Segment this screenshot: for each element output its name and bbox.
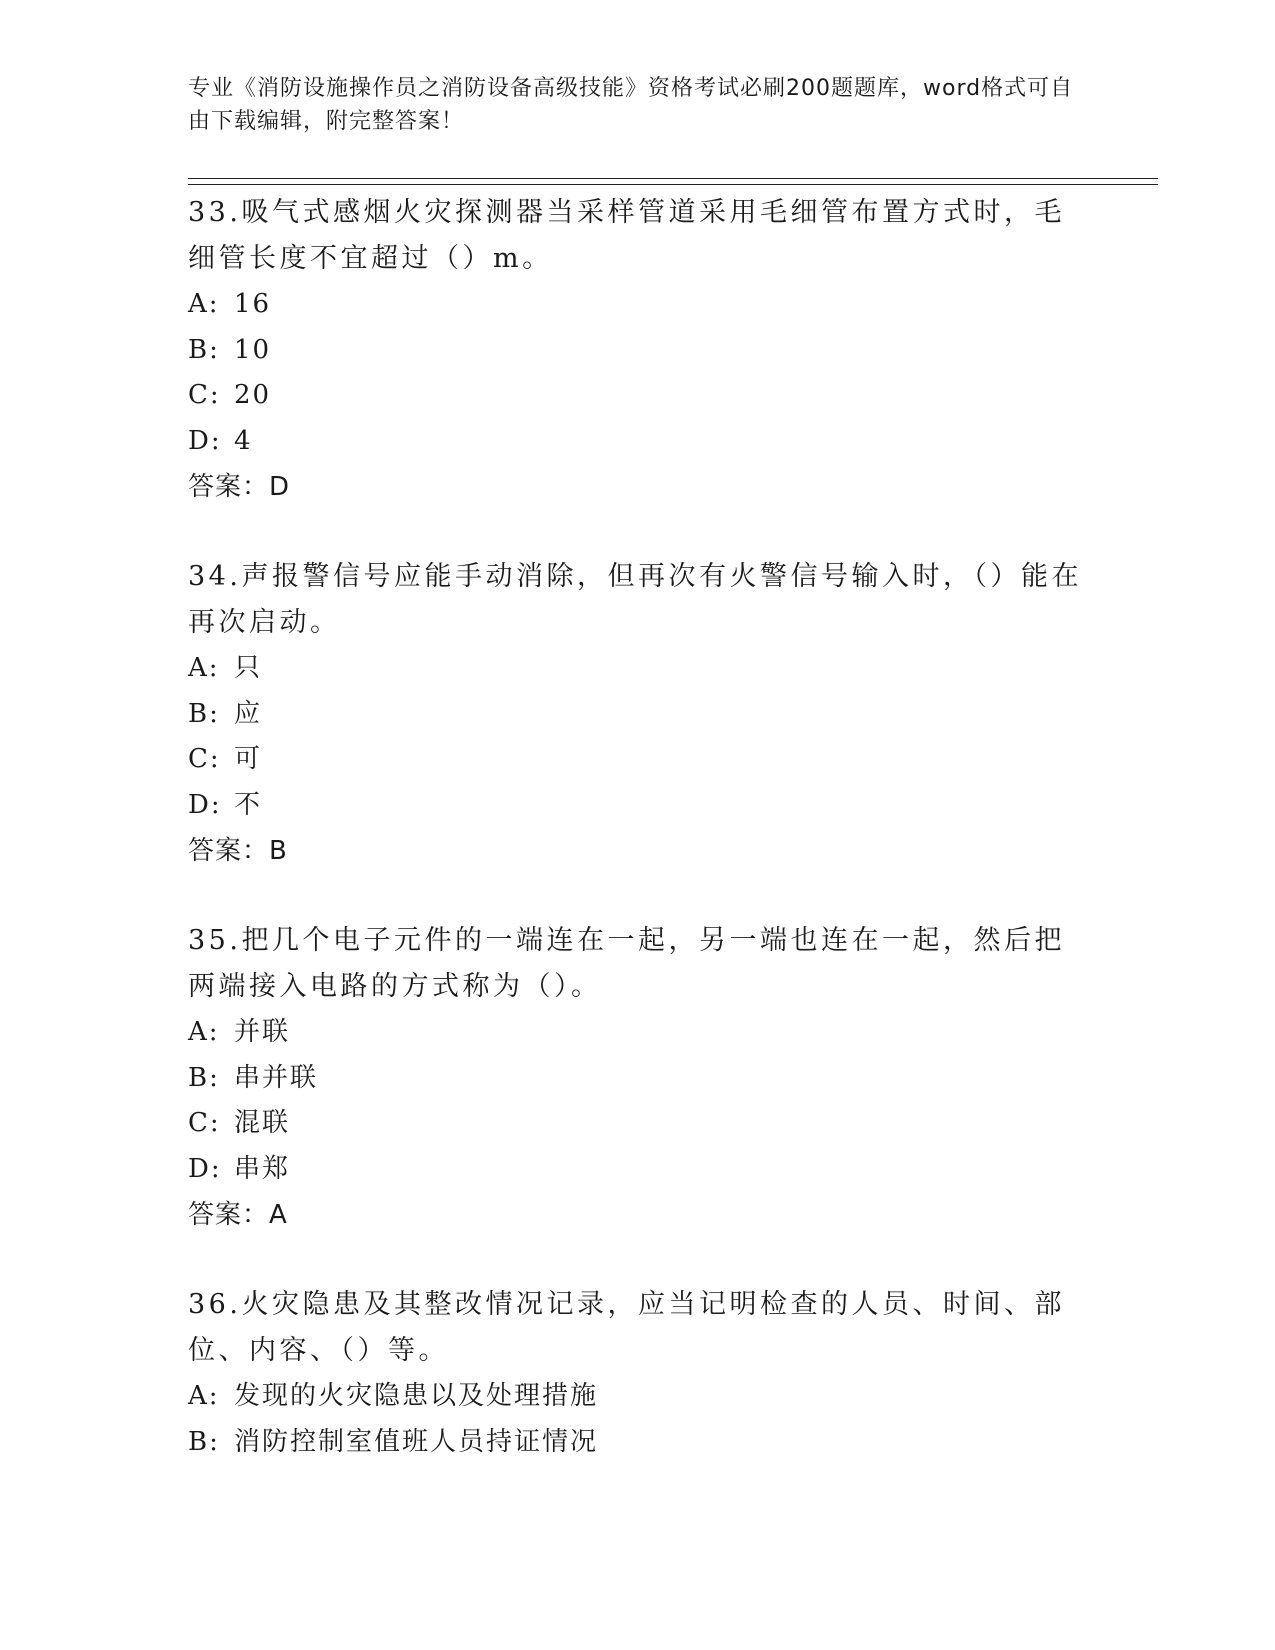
option-key: D: — [188, 1153, 222, 1184]
option-text: 16 — [234, 289, 272, 319]
option-key: B: — [188, 334, 220, 365]
option-a — [188, 1010, 1088, 1056]
question-item — [188, 918, 1088, 1238]
option-key: C: — [188, 744, 221, 774]
option-key: A: — [188, 1381, 220, 1411]
option-key: A: — [188, 1017, 220, 1047]
question-stem: 35.把几个电子元件的一端连在一起，另一端也连在一起，然后把两端接入电路的方式称为（）。 — [188, 925, 1065, 1002]
option-key: B: — [188, 1062, 220, 1093]
option-text: 4 — [234, 425, 253, 456]
question-item — [188, 1282, 1088, 1465]
answer-line: 答案：D — [188, 472, 291, 502]
option-key: C: — [188, 380, 221, 410]
option-text: 发现的火灾隐患以及处理措施 — [234, 1381, 599, 1411]
option-key: D: — [188, 789, 222, 820]
question-stem: 34.声报警信号应能手动消除，但再次有火警信号输入时，（）能在再次启动。 — [188, 561, 1082, 638]
answer-line: 答案：B — [188, 836, 288, 866]
option-a — [188, 1374, 1088, 1420]
option-b — [188, 692, 1088, 738]
option-c — [188, 1101, 1088, 1147]
header-divider-top — [188, 178, 1158, 179]
option-text: 串并联 — [234, 1062, 319, 1093]
option-b — [188, 1056, 1088, 1102]
option-c — [188, 373, 1088, 419]
question-list — [188, 190, 1088, 1509]
option-key: B: — [188, 1426, 220, 1457]
option-text: 并联 — [234, 1017, 291, 1047]
option-b — [188, 328, 1088, 374]
option-text: 不 — [234, 789, 263, 820]
option-a — [188, 282, 1088, 328]
header-divider-bottom — [188, 184, 1158, 185]
option-text: 混联 — [234, 1108, 291, 1138]
option-text: 只 — [234, 653, 263, 683]
option-text: 串郑 — [234, 1153, 291, 1184]
document-header: 专业《消防设施操作员之消防设备高级技能》资格考试必刷200题题库，word格式可自由下载编辑，附完整答案！ — [188, 76, 1074, 134]
option-key: A: — [188, 289, 220, 319]
option-key: B: — [188, 698, 220, 729]
option-key: C: — [188, 1108, 221, 1138]
option-text: 可 — [234, 744, 263, 774]
option-text: 10 — [234, 334, 272, 365]
option-text: 20 — [234, 380, 272, 410]
question-item — [188, 554, 1088, 874]
option-b — [188, 1420, 1088, 1466]
option-text: 应 — [234, 698, 263, 729]
option-text: 消防控制室值班人员持证情况 — [234, 1426, 599, 1457]
question-stem: 36.火灾隐患及其整改情况记录，应当记明检查的人员、时间、部位、内容、（）等。 — [188, 1289, 1065, 1366]
question-stem: 33.吸气式感烟火灾探测器当采样管道采用毛细管布置方式时，毛细管长度不宜超过（）m。 — [188, 197, 1065, 274]
question-item — [188, 190, 1088, 510]
option-d — [188, 783, 1088, 829]
option-c — [188, 737, 1088, 783]
option-key: A: — [188, 653, 220, 683]
answer-line: 答案：A — [188, 1200, 288, 1230]
option-d — [188, 419, 1088, 465]
option-d — [188, 1147, 1088, 1193]
option-key: D: — [188, 425, 222, 456]
option-a — [188, 646, 1088, 692]
